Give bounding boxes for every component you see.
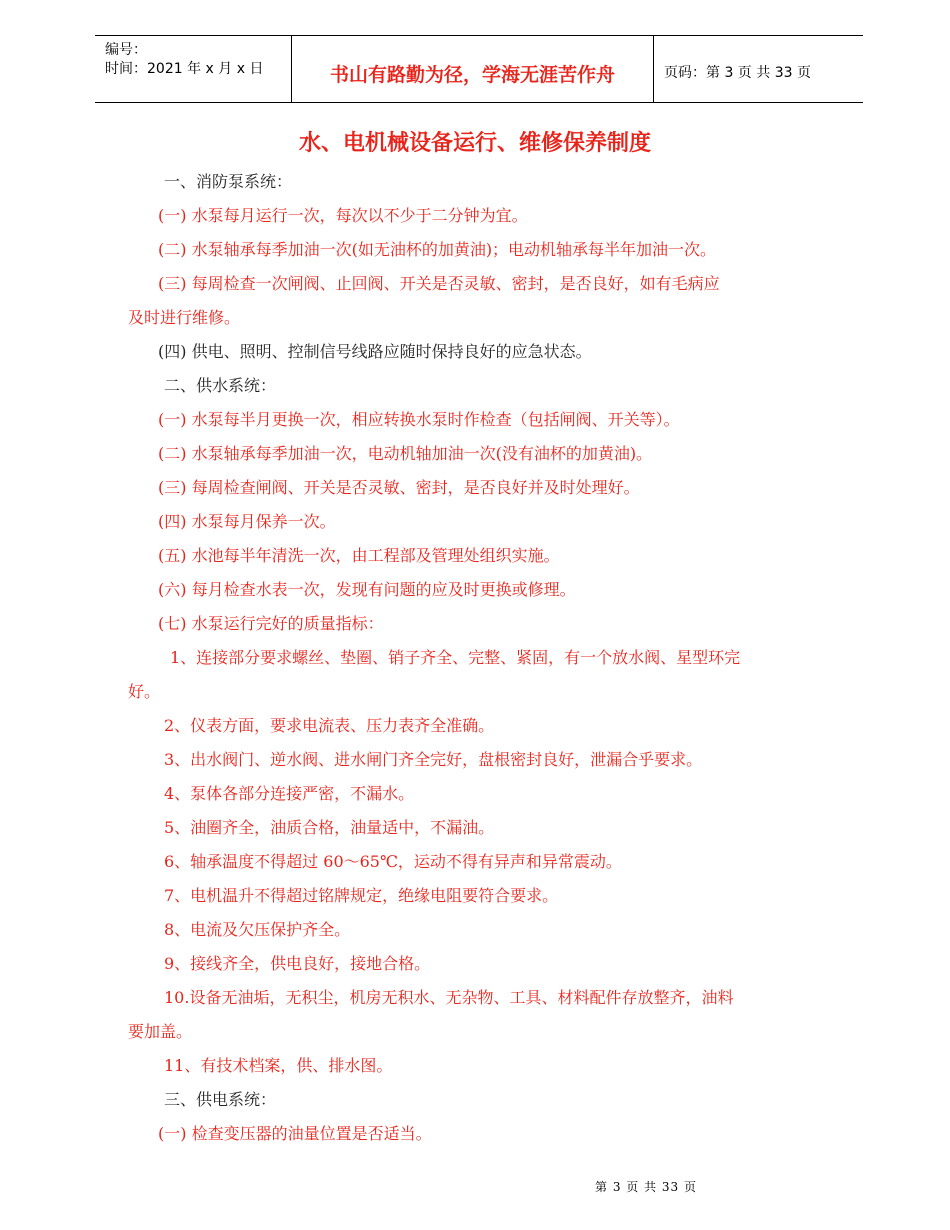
body-line: (七) 水泵运行完好的质量指标： [158, 614, 384, 633]
section-heading: 一、消防泵系统： [164, 172, 293, 191]
section-heading: 三、供电系统： [164, 1090, 277, 1109]
body-line: 2、仪表方面，要求电流表、压力表齐全准确。 [164, 716, 495, 735]
body-line: (四) 供电、照明、控制信号线路应随时保持良好的应急状态。 [158, 342, 592, 361]
body-line: 5、油圈齐全，油质合格，油量适中，不漏油。 [164, 818, 495, 837]
body-line: (一) 水泵每月运行一次，每次以不少于二分钟为宜。 [158, 206, 528, 225]
body-line: 6、轴承温度不得超过 60～65℃，运动不得有异声和异常震动。 [164, 852, 622, 871]
body-line: (五) 水池每半年清洗一次，由工程部及管理处组织实施。 [158, 546, 560, 565]
body-line: 3、出水阀门、逆水阀、进水闸门齐全完好，盘根密封良好，泄漏合乎要求。 [164, 750, 703, 769]
body-line: (三) 每周检查闸阀、开关是否灵敏、密封，是否良好并及时处理好。 [158, 478, 640, 497]
header-page-label: 页码：第 3 页 共 33 页 [664, 65, 811, 81]
header-motto: 书山有路勤为径，学海无涯苦作舟 [329, 64, 615, 86]
section-heading: 二、供水系统： [164, 376, 277, 395]
body-line: (六) 每月检查水表一次，发现有问题的应及时更换或修理。 [158, 580, 576, 599]
body-line: 11、有技术档案，供、排水图。 [164, 1056, 393, 1075]
body-line: (二) 水泵轴承每季加油一次(如无油杯的加黄油)；电动机轴承每半年加油一次。 [158, 240, 717, 259]
body-line: 7、电机温升不得超过铭牌规定，绝缘电阻要符合要求。 [164, 886, 559, 905]
document-header [95, 35, 863, 103]
page-footer: 第 3 页 共 33 页 [595, 1180, 697, 1194]
document-title: 水、电机械设备运行、维修保养制度 [298, 131, 651, 156]
body-line: 1、连接部分要求螺丝、垫圈、销子齐全、完整、紧固，有一个放水阀、星型环完 [170, 648, 741, 667]
header-info-cell [95, 36, 291, 102]
body-line: (三) 每周检查一次闸阀、止回阀、开关是否灵敏、密封，是否良好，如有毛病应 [158, 274, 720, 293]
document-number-label: 编号： [105, 42, 147, 58]
body-line: (一) 水泵每半月更换一次，相应转换水泵时作检查（包括闸阀、开关等）。 [158, 410, 680, 429]
body-line: 10.设备无油垢，无积尘，机房无积水、无杂物、工具、材料配件存放整齐，油料 [164, 988, 734, 1007]
body-line: (一) 检查变压器的油量位置是否适当。 [158, 1124, 432, 1143]
header-page-cell [654, 36, 863, 102]
body-line: 好。 [128, 682, 161, 701]
body-line: 要加盖。 [128, 1022, 193, 1041]
body-line: 4、泵体各部分连接严密，不漏水。 [164, 784, 415, 803]
body-line: 及时进行维修。 [128, 308, 241, 327]
body-line: 9、接线齐全，供电良好，接地合格。 [164, 954, 431, 973]
body-line: 8、电流及欠压保护齐全。 [164, 920, 351, 939]
document-time-label: 时间：2021 年 x 月 x 日 [105, 61, 264, 77]
header-motto-cell [291, 36, 654, 102]
body-line: (四) 水泵每月保养一次。 [158, 512, 336, 531]
body-line: (二) 水泵轴承每季加油一次，电动机轴加油一次(没有油杯的加黄油)。 [158, 444, 653, 463]
